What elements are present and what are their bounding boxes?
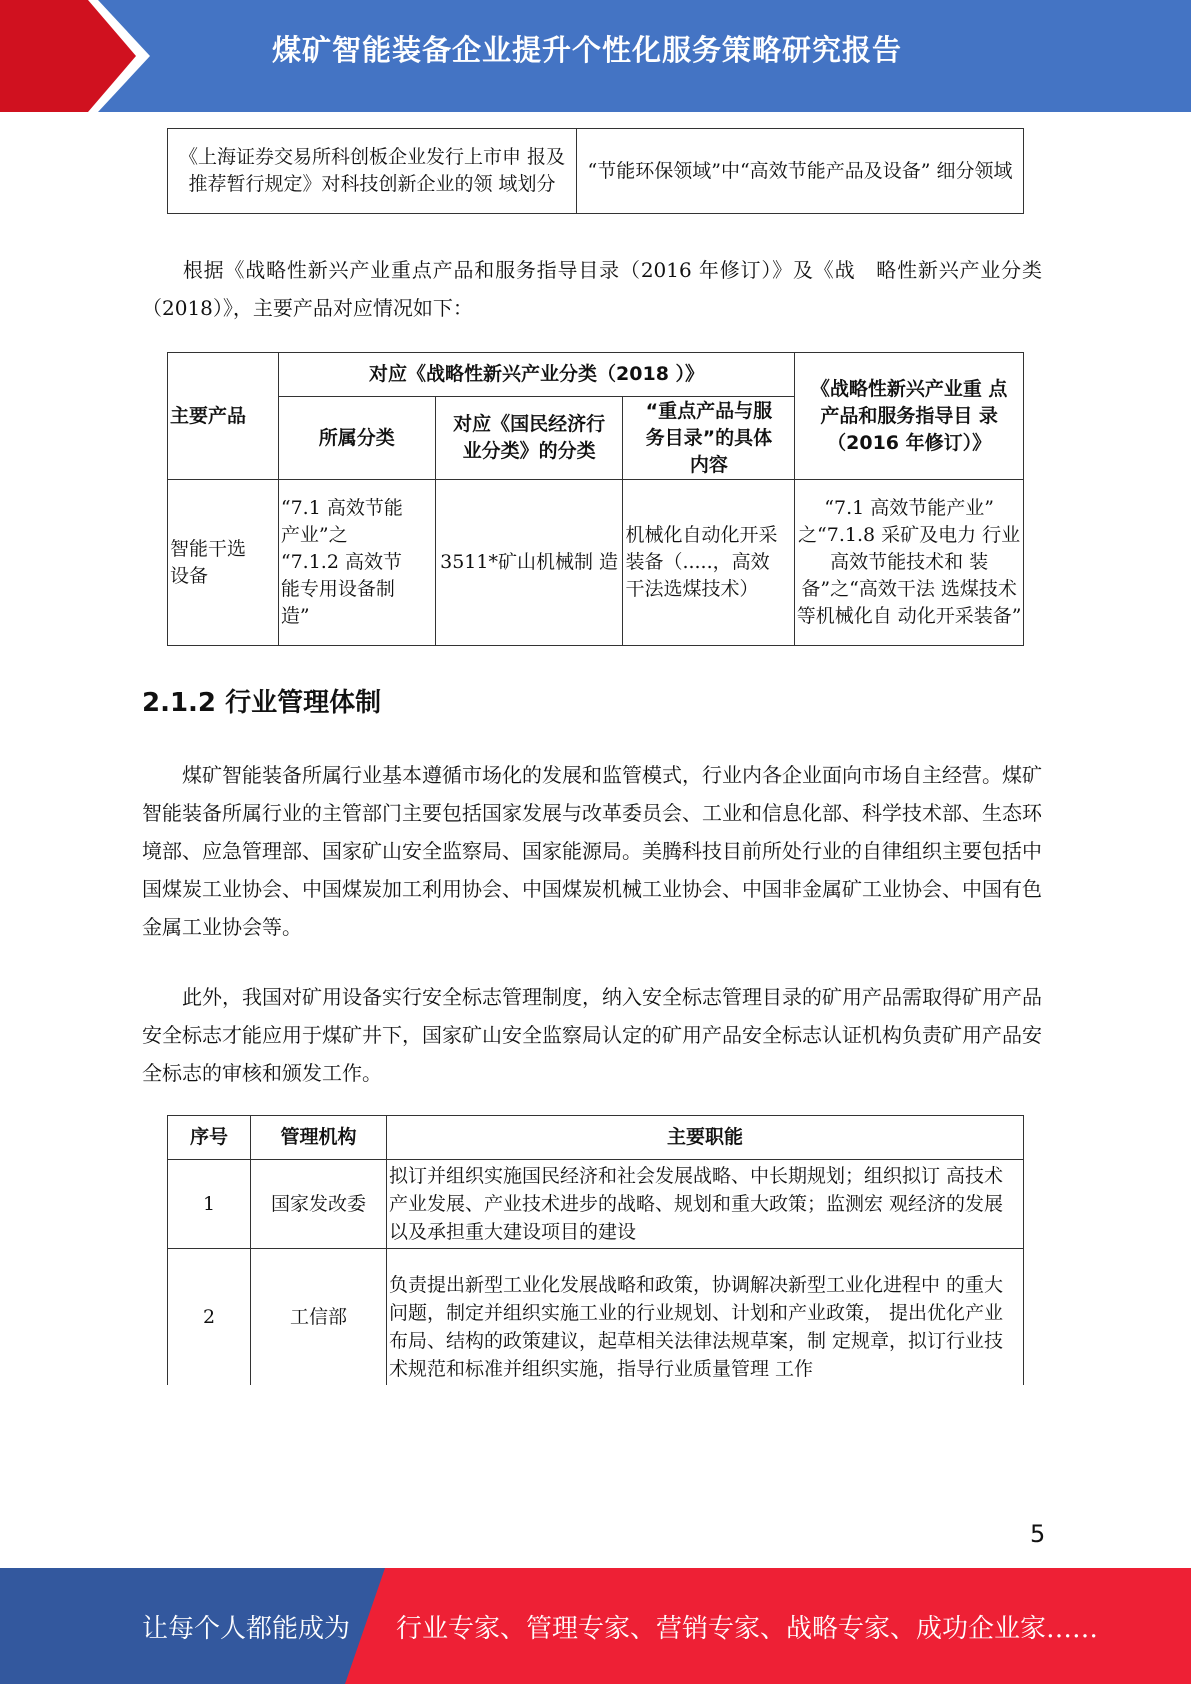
row-agency: 工信部 xyxy=(251,1249,387,1386)
cell-key-products: 机械化自动化开采装备（.....，高效干法选煤技术） xyxy=(623,480,795,646)
row-number: 2 xyxy=(168,1249,251,1386)
header-category: 所属分类 xyxy=(278,397,435,480)
header-agency: 管理机构 xyxy=(251,1116,387,1160)
header-arrow-decoration xyxy=(0,0,160,112)
intro-paragraph-text: 根据《战略性新兴产业重点产品和服务指导目录（2016 年修订）》及《战 略性新兴产业分类（2018）》，主要产品对应情况如下： xyxy=(142,258,1042,320)
report-title: 煤矿智能装备企业提升个性化服务策略研究报告 xyxy=(272,33,903,67)
table-row xyxy=(168,1249,1024,1386)
cell-guide: “7.1 高效节能产业” 之“7.1.8 采矿及电力 行业高效节能技术和 装备”之“高效干法 选煤技术等机械化自 动化开采装备” xyxy=(795,480,1024,646)
management-paragraph-text: 煤矿智能装备所属行业基本遵循市场化的发展和监管模式，行业内各企业面向市场自主经营。煤矿智能装备所属行业的主管部门主要包括国家发展与改革委员会、工业和信息化部、科学技术部、生态环境部、应急管理部、国家矿山安全监察局、国家能源局。美腾科技目前所处行业的自律组织主要包括中国煤炭工业协会、中国煤炭加工利用协会、中国煤炭机械工业协会、中国非金属矿工业协会、中国有色金属工业协会等。 xyxy=(142,763,1042,939)
page-footer xyxy=(0,1568,1191,1684)
row-duties: 负责提出新型工业化发展战略和政策，协调解决新型工业化进程中 的重大问题，制定并组织实施工业的行业规划、计划和产业政策， 提出优化产业布局、结构的政策建议，起草相关法律法规草案，制 定规章，拟订行业技术规范和标准并组织实施，指导行业质量管理 工作 xyxy=(387,1249,1024,1386)
table1-right-cell: “节能环保领域”中“高效节能产品及设备” 细分领域 xyxy=(577,129,1024,214)
header-main-product: 主要产品 xyxy=(168,353,279,480)
header-number: 序号 xyxy=(168,1116,251,1160)
row-number: 1 xyxy=(168,1160,251,1249)
product-mapping-table xyxy=(167,352,1024,646)
header-guide-catalog: 《战略性新兴产业重 点产品和服务指导目 录（2016 年修订）》 xyxy=(795,353,1024,480)
footer-slogan-left: 让每个人都能成为 xyxy=(142,1614,351,1644)
safety-mark-paragraph-text: 此外，我国对矿用设备实行安全标志管理制度，纳入安全标志管理目录的矿用产品需取得矿用产品安全标志才能应用于煤矿井下，国家矿山安全监察局认定的矿用产品安全标志认证机构负责矿用产品安全标志的审核和颁发工作。 xyxy=(142,985,1042,1085)
classification-table xyxy=(167,128,1024,214)
table1-left-cell: 《上海证券交易所科创板企业发行上市申 报及推荐暂行规定》对科技创新企业的领 域划分 xyxy=(168,129,577,214)
cell-product: 智能干选设备 xyxy=(168,480,279,646)
management-paragraph xyxy=(142,756,1042,946)
section-heading: 2.1.2 行业管理体制 xyxy=(142,688,382,718)
cell-national: 3511*矿山机械制 造 xyxy=(435,480,623,646)
intro-paragraph xyxy=(142,251,1042,327)
header-national-classification: 对应《国民经济行业分类》的分类 xyxy=(435,397,623,480)
row-duties: 拟订并组织实施国民经济和社会发展战略、中长期规划；组织拟订 高技术产业发展、产业技术进步的战略、规划和重大政策；监测宏 观经济的发展以及承担重大建设项目的建设 xyxy=(387,1160,1024,1249)
page-header xyxy=(0,0,1191,112)
row-agency: 国家发改委 xyxy=(251,1160,387,1249)
footer-slogan-right: 行业专家、管理专家、营销专家、战略专家、成功企业家…… xyxy=(396,1614,1099,1644)
page-number: 5 xyxy=(1030,1520,1046,1548)
header-strategic-classification: 对应《战略性新兴产业分类（2018 ）》 xyxy=(278,353,794,397)
cell-category: “7.1 高效节能产业”之 “7.1.2 高效节能专用设备制造” xyxy=(278,480,435,646)
header-key-products: “重点产品与服务目录”的具体内容 xyxy=(623,397,795,480)
header-duties: 主要职能 xyxy=(387,1116,1024,1160)
table-row xyxy=(168,1160,1024,1249)
safety-mark-paragraph xyxy=(142,978,1042,1092)
regulators-table xyxy=(167,1115,1024,1385)
